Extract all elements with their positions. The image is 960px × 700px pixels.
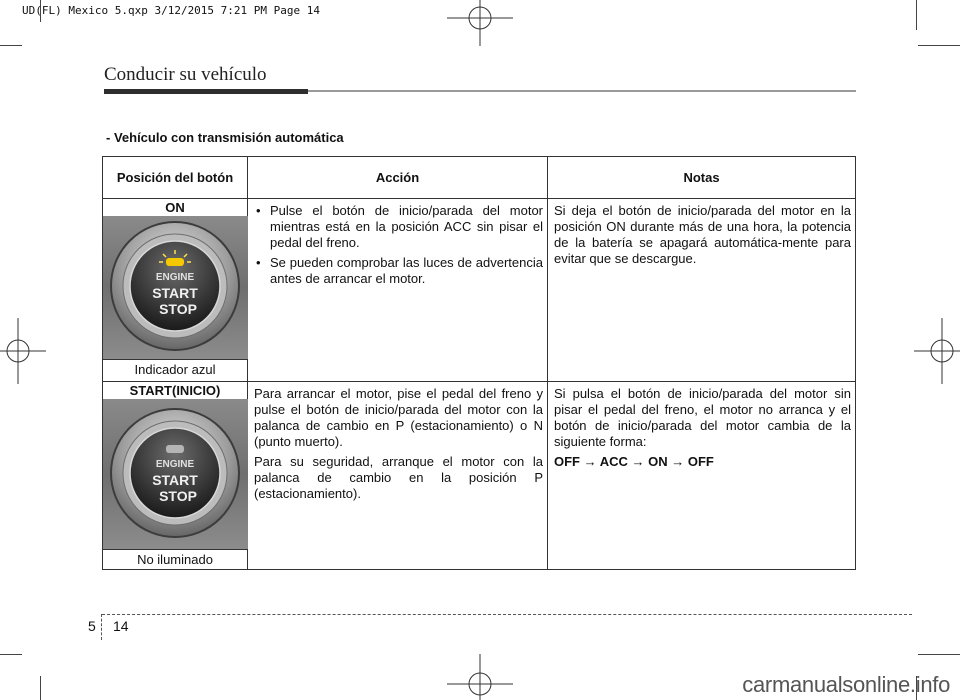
action-cell bbox=[248, 199, 548, 382]
header-position: Posición del botón bbox=[103, 157, 248, 199]
notes-text: Si deja el botón de inicio/parada del motor en la posición ON durante más de una hora, la potencia de la batería se apagará automática-mente para evitar que se descargue. bbox=[554, 203, 851, 266]
mode-sequence: OFF → ACC → ON → OFF bbox=[554, 454, 714, 469]
section-subtitle: - Vehículo con transmisión automática bbox=[106, 130, 344, 145]
start-button-table bbox=[102, 156, 856, 570]
table-row bbox=[103, 382, 856, 570]
position-label: ON bbox=[165, 200, 185, 215]
notes-cell bbox=[548, 382, 856, 570]
crop-mark bbox=[918, 654, 960, 655]
page-number: 14 bbox=[113, 618, 129, 634]
engine-button-image bbox=[103, 216, 248, 359]
header-notes: Notas bbox=[548, 157, 856, 199]
watermark: carmanualsonline.info bbox=[742, 672, 950, 697]
indicator-caption: Indicador azul bbox=[103, 359, 247, 379]
engine-button-image bbox=[103, 399, 248, 549]
header-rule-accent bbox=[104, 89, 308, 94]
button-text-start: START bbox=[152, 472, 198, 488]
button-text-engine: ENGINE bbox=[155, 272, 195, 283]
position-cell bbox=[103, 199, 248, 382]
action-text: Se pueden comprobar las luces de advertencia antes de arrancar el motor. bbox=[270, 255, 543, 286]
header-action: Acción bbox=[248, 157, 548, 199]
table-row bbox=[103, 199, 856, 382]
position-label: START(INICIO) bbox=[129, 383, 221, 398]
notes-text: Si pulsa el botón de inicio/parada del motor sin pisar el pedal del freno, el motor no arranca y el botón de inicio/parada del motor cambia de la siguiente forma: bbox=[554, 386, 851, 449]
registration-mark-left bbox=[0, 318, 46, 384]
engine-start-stop-button-icon bbox=[103, 216, 248, 359]
registration-mark-right bbox=[914, 318, 960, 384]
chapter-title: Conducir su vehículo bbox=[104, 64, 267, 85]
button-text-stop: STOP bbox=[159, 488, 197, 504]
footer-rule bbox=[102, 614, 912, 615]
registration-mark-bottom bbox=[447, 654, 513, 700]
action-text: Pulse el botón de inicio/parada del motor mientras está en la posición ACC sin pisar el pedal del freno. bbox=[270, 203, 543, 250]
action-text: Para su seguridad, arranque el motor con la palanca de cambio en la posición P (estacionamiento). bbox=[254, 454, 543, 501]
action-text: Para arrancar el motor, pise el pedal del freno y pulse el botón de inicio/parada del motor con la palanca de cambio en P (estacionamiento) o N (punto muerto). bbox=[254, 386, 543, 449]
print-slug: UD(FL) Mexico 5.qxp 3/12/2015 7:21 PM Page 14 bbox=[22, 4, 321, 17]
engine-start-stop-button-icon bbox=[103, 399, 248, 549]
registration-mark-top bbox=[447, 0, 513, 46]
list-item: • Pulse el botón de inicio/parada del motor mientras está en la posición ACC sin pisar el pedal del freno. bbox=[256, 203, 543, 250]
footer-separator bbox=[101, 614, 102, 640]
indicator-caption: No iluminado bbox=[103, 549, 247, 569]
crop-mark bbox=[918, 45, 960, 46]
chapter-number: 5 bbox=[88, 618, 96, 634]
crop-mark bbox=[40, 676, 41, 700]
crop-mark bbox=[0, 654, 22, 655]
crop-mark bbox=[916, 0, 917, 30]
button-text-start: START bbox=[152, 285, 198, 301]
button-text-engine: ENGINE bbox=[155, 459, 195, 470]
table-header-row bbox=[103, 157, 856, 199]
crop-mark bbox=[0, 45, 22, 46]
notes-cell bbox=[548, 199, 856, 382]
action-cell bbox=[248, 382, 548, 570]
button-text-stop: STOP bbox=[159, 301, 197, 317]
list-item: • Se pueden comprobar las luces de advertencia antes de arrancar el motor. bbox=[256, 255, 543, 286]
position-cell bbox=[103, 382, 248, 570]
indicator-lamp bbox=[166, 445, 184, 453]
indicator-lamp bbox=[166, 258, 184, 266]
